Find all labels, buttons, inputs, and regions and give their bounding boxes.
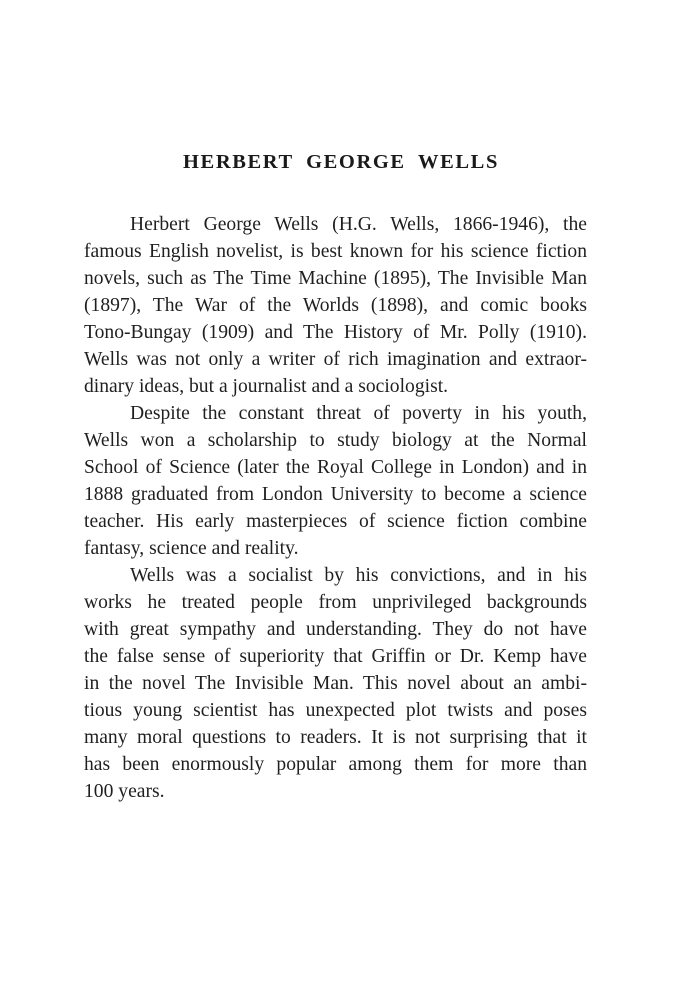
text-line: in the novel The Invisible Man. This novel about an ambi- <box>84 673 587 694</box>
text-line: Tono-Bungay (1909) and The History of Mr. Polly (1910). <box>84 322 587 343</box>
text-line: (1897), The War of the Worlds (1898), and comic books <box>84 295 587 316</box>
text-line: the false sense of superiority that Griffin or Dr. Kemp have <box>84 646 587 667</box>
text-line: 1888 graduated from London University to become a science <box>84 484 587 505</box>
chapter-title: HERBERT GEORGE WELLS <box>183 151 499 173</box>
text-line: Herbert George Wells (H.G. Wells, 1866-1946), the <box>130 214 587 235</box>
text-line: 100 years. <box>84 781 165 802</box>
text-line: tious young scientist has unexpected plot twists and poses <box>84 700 587 721</box>
text-line: Wells was a socialist by his convictions, and in his <box>130 565 587 586</box>
text-line: with great sympathy and understanding. They do not have <box>84 619 587 640</box>
text-line: fantasy, science and reality. <box>84 538 299 559</box>
text-line: School of Science (later the Royal College in London) and in <box>84 457 587 478</box>
text-line: many moral questions to readers. It is not surprising that it <box>84 727 587 748</box>
body-text <box>84 211 587 805</box>
text-line: novels, such as The Time Machine (1895), The Invisible Man <box>84 268 587 289</box>
text-line: works he treated people from unprivileged backgrounds <box>84 592 587 613</box>
text-line: teacher. His early masterpieces of science fiction combine <box>84 511 587 532</box>
text-line: dinary ideas, but a journalist and a sociologist. <box>84 376 449 397</box>
text-line: Wells won a scholarship to study biology at the Normal <box>84 430 587 451</box>
text-line: Wells was not only a writer of rich imagination and extraor- <box>84 349 587 370</box>
text-line: famous English novelist, is best known for his science fiction <box>84 241 587 262</box>
text-line: has been enormously popular among them for more than <box>84 754 587 775</box>
text-line: Despite the constant threat of poverty in his youth, <box>130 403 587 424</box>
